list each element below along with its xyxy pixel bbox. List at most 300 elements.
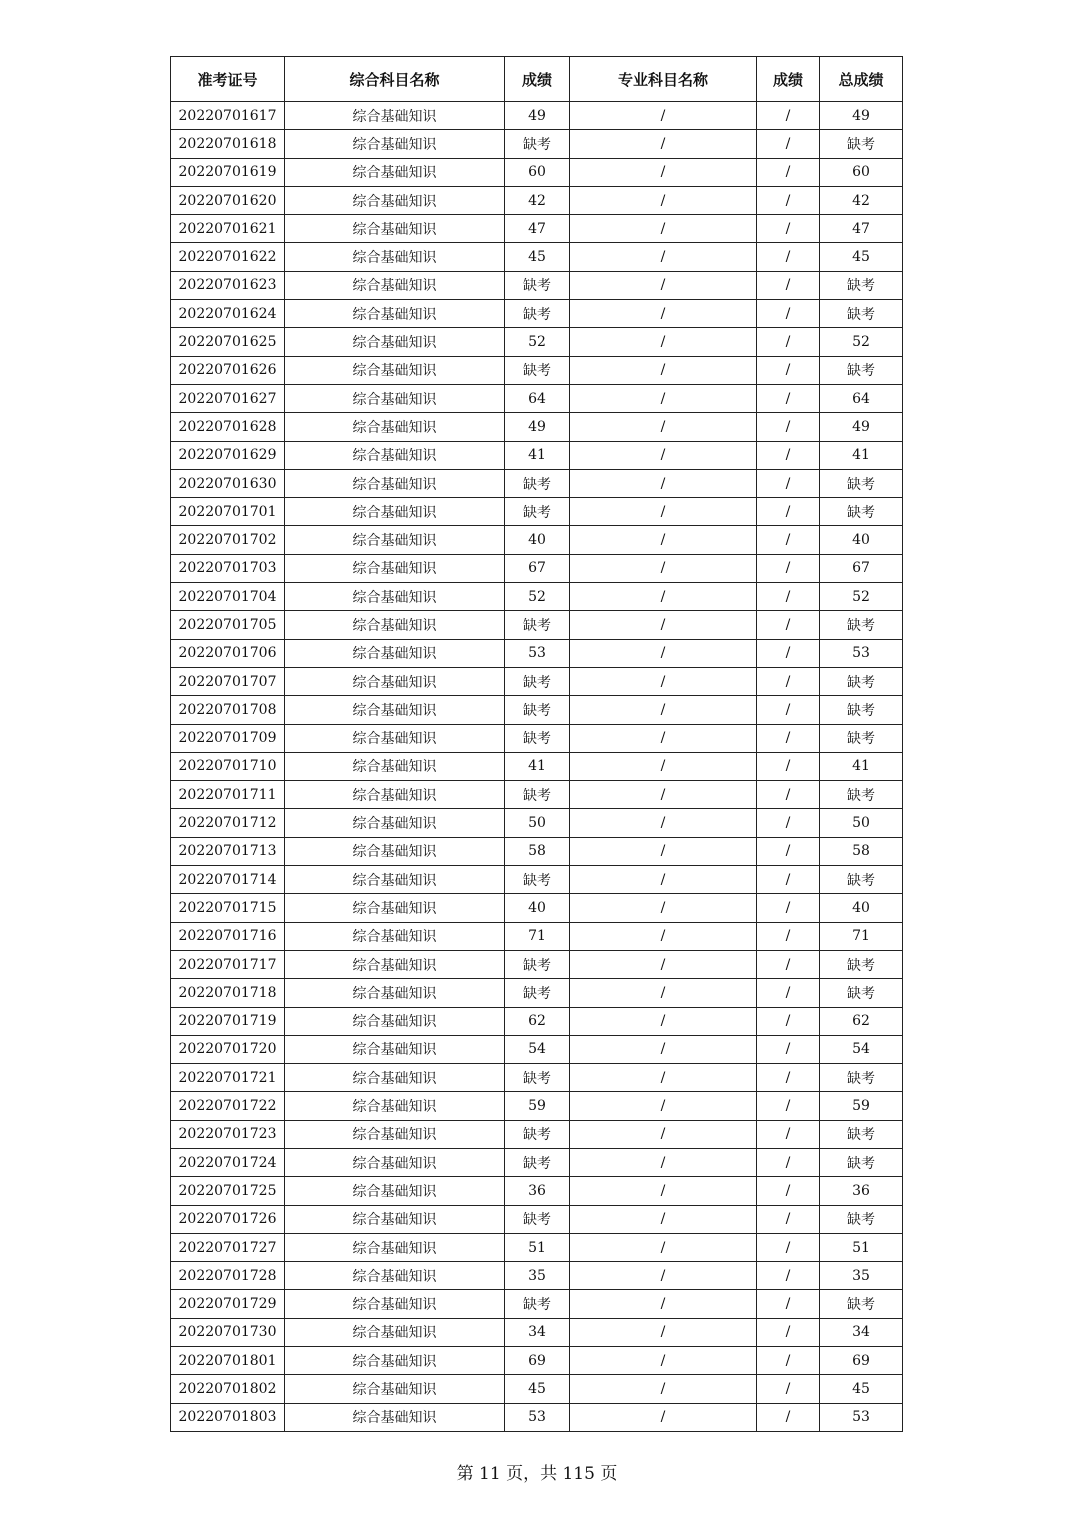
general-score-cell: 41 xyxy=(505,441,570,469)
admission-no-cell: 20220701711 xyxy=(171,781,285,809)
total-score-cell: 54 xyxy=(820,1035,903,1063)
total-score-cell: 缺考 xyxy=(820,271,903,299)
general-score-cell: 缺考 xyxy=(505,1064,570,1092)
admission-no-cell: 20220701629 xyxy=(171,441,285,469)
total-score-cell: 47 xyxy=(820,215,903,243)
total-score-cell: 41 xyxy=(820,752,903,780)
general-subject-cell: 综合基础知识 xyxy=(285,611,505,639)
major-subject-cell: / xyxy=(570,922,757,950)
major-score-cell: / xyxy=(757,979,820,1007)
total-score-cell: 42 xyxy=(820,186,903,214)
general-score-cell: 缺考 xyxy=(505,356,570,384)
major-subject-cell: / xyxy=(570,328,757,356)
general-score-cell: 58 xyxy=(505,837,570,865)
admission-no-cell: 20220701729 xyxy=(171,1290,285,1318)
total-score-cell: 缺考 xyxy=(820,696,903,724)
general-score-cell: 41 xyxy=(505,752,570,780)
table-row xyxy=(171,1318,903,1346)
admission-no-cell: 20220701621 xyxy=(171,215,285,243)
total-score-cell: 53 xyxy=(820,639,903,667)
admission-no-cell: 20220701703 xyxy=(171,554,285,582)
general-subject-cell: 综合基础知识 xyxy=(285,809,505,837)
table-header xyxy=(171,57,903,102)
general-score-cell: 45 xyxy=(505,1375,570,1403)
general-score-cell: 缺考 xyxy=(505,498,570,526)
total-score-cell: 36 xyxy=(820,1177,903,1205)
major-score-cell: / xyxy=(757,1403,820,1431)
general-score-cell: 缺考 xyxy=(505,1148,570,1176)
major-subject-cell: / xyxy=(570,752,757,780)
total-score-cell: 40 xyxy=(820,894,903,922)
total-score-cell: 59 xyxy=(820,1092,903,1120)
admission-no-cell: 20220701710 xyxy=(171,752,285,780)
admission-no-cell: 20220701622 xyxy=(171,243,285,271)
major-score-cell: / xyxy=(757,328,820,356)
general-subject-cell: 综合基础知识 xyxy=(285,1120,505,1148)
table-row xyxy=(171,1064,903,1092)
general-subject-cell: 综合基础知识 xyxy=(285,837,505,865)
major-score-cell: / xyxy=(757,667,820,695)
general-score-cell: 缺考 xyxy=(505,979,570,1007)
table-row xyxy=(171,1375,903,1403)
header-cell-major-subject: 专业科目名称 xyxy=(570,57,757,102)
major-score-cell: / xyxy=(757,498,820,526)
general-subject-cell: 综合基础知识 xyxy=(285,922,505,950)
major-subject-cell: / xyxy=(570,554,757,582)
major-subject-cell: / xyxy=(570,130,757,158)
major-score-cell: / xyxy=(757,215,820,243)
general-subject-cell: 综合基础知识 xyxy=(285,667,505,695)
general-subject-cell: 综合基础知识 xyxy=(285,1007,505,1035)
general-score-cell: 52 xyxy=(505,328,570,356)
major-score-cell: / xyxy=(757,724,820,752)
general-subject-cell: 综合基础知识 xyxy=(285,1347,505,1375)
general-subject-cell: 综合基础知识 xyxy=(285,441,505,469)
major-score-cell: / xyxy=(757,1290,820,1318)
total-score-cell: 34 xyxy=(820,1318,903,1346)
total-score-cell: 62 xyxy=(820,1007,903,1035)
general-subject-cell: 综合基础知识 xyxy=(285,781,505,809)
major-subject-cell: / xyxy=(570,300,757,328)
total-score-cell: 缺考 xyxy=(820,469,903,497)
table-row xyxy=(171,300,903,328)
table-row xyxy=(171,243,903,271)
admission-no-cell: 20220701628 xyxy=(171,413,285,441)
major-subject-cell: / xyxy=(570,611,757,639)
table-row xyxy=(171,526,903,554)
total-score-cell: 58 xyxy=(820,837,903,865)
major-score-cell: / xyxy=(757,1347,820,1375)
general-subject-cell: 综合基础知识 xyxy=(285,130,505,158)
general-score-cell: 53 xyxy=(505,639,570,667)
general-score-cell: 缺考 xyxy=(505,271,570,299)
major-score-cell: / xyxy=(757,130,820,158)
major-score-cell: / xyxy=(757,1233,820,1261)
table-row xyxy=(171,667,903,695)
major-score-cell: / xyxy=(757,611,820,639)
admission-no-cell: 20220701720 xyxy=(171,1035,285,1063)
general-score-cell: 62 xyxy=(505,1007,570,1035)
table-row xyxy=(171,639,903,667)
major-score-cell: / xyxy=(757,1064,820,1092)
major-subject-cell: / xyxy=(570,215,757,243)
admission-no-cell: 20220701702 xyxy=(171,526,285,554)
general-subject-cell: 综合基础知识 xyxy=(285,866,505,894)
table-row xyxy=(171,1205,903,1233)
major-subject-cell: / xyxy=(570,186,757,214)
admission-no-cell: 20220701801 xyxy=(171,1347,285,1375)
admission-no-cell: 20220701625 xyxy=(171,328,285,356)
general-subject-cell: 综合基础知识 xyxy=(285,215,505,243)
total-score-cell: 缺考 xyxy=(820,130,903,158)
general-subject-cell: 综合基础知识 xyxy=(285,1205,505,1233)
admission-no-cell: 20220701618 xyxy=(171,130,285,158)
major-subject-cell: / xyxy=(570,1120,757,1148)
major-subject-cell: / xyxy=(570,1290,757,1318)
header-row xyxy=(171,57,903,102)
table-row xyxy=(171,554,903,582)
table-row xyxy=(171,1403,903,1431)
page-number: 第 11 页，共 115 页 xyxy=(456,1464,618,1484)
total-score-cell: 缺考 xyxy=(820,781,903,809)
general-score-cell: 缺考 xyxy=(505,1120,570,1148)
table-row xyxy=(171,894,903,922)
table-row xyxy=(171,950,903,978)
general-score-cell: 53 xyxy=(505,1403,570,1431)
major-score-cell: / xyxy=(757,1148,820,1176)
admission-no-cell: 20220701707 xyxy=(171,667,285,695)
general-subject-cell: 综合基础知识 xyxy=(285,384,505,412)
total-score-cell: 缺考 xyxy=(820,300,903,328)
table-row xyxy=(171,498,903,526)
table-row xyxy=(171,1290,903,1318)
total-score-cell: 52 xyxy=(820,583,903,611)
total-score-cell: 60 xyxy=(820,158,903,186)
header-cell-major-score: 成绩 xyxy=(757,57,820,102)
header-cell-general-score: 成绩 xyxy=(505,57,570,102)
admission-no-cell: 20220701802 xyxy=(171,1375,285,1403)
major-subject-cell: / xyxy=(570,1233,757,1261)
general-score-cell: 40 xyxy=(505,526,570,554)
admission-no-cell: 20220701727 xyxy=(171,1233,285,1261)
admission-no-cell: 20220701723 xyxy=(171,1120,285,1148)
admission-no-cell: 20220701722 xyxy=(171,1092,285,1120)
general-subject-cell: 综合基础知识 xyxy=(285,1233,505,1261)
major-score-cell: / xyxy=(757,271,820,299)
major-subject-cell: / xyxy=(570,1347,757,1375)
general-subject-cell: 综合基础知识 xyxy=(285,696,505,724)
general-score-cell: 64 xyxy=(505,384,570,412)
major-score-cell: / xyxy=(757,102,820,130)
table-row xyxy=(171,413,903,441)
admission-no-cell: 20220701712 xyxy=(171,809,285,837)
table-row xyxy=(171,781,903,809)
major-score-cell: / xyxy=(757,866,820,894)
table-row xyxy=(171,922,903,950)
general-subject-cell: 综合基础知识 xyxy=(285,300,505,328)
major-score-cell: / xyxy=(757,1120,820,1148)
table-row xyxy=(171,611,903,639)
total-score-cell: 45 xyxy=(820,243,903,271)
admission-no-cell: 20220701705 xyxy=(171,611,285,639)
major-subject-cell: / xyxy=(570,1092,757,1120)
header-cell-total-score: 总成绩 xyxy=(820,57,903,102)
general-score-cell: 36 xyxy=(505,1177,570,1205)
table-row xyxy=(171,271,903,299)
table-row xyxy=(171,1007,903,1035)
general-subject-cell: 综合基础知识 xyxy=(285,979,505,1007)
total-score-cell: 49 xyxy=(820,413,903,441)
general-subject-cell: 综合基础知识 xyxy=(285,894,505,922)
total-score-cell: 40 xyxy=(820,526,903,554)
table-row xyxy=(171,752,903,780)
total-score-cell: 缺考 xyxy=(820,724,903,752)
general-score-cell: 缺考 xyxy=(505,724,570,752)
general-score-cell: 51 xyxy=(505,1233,570,1261)
general-score-cell: 缺考 xyxy=(505,1290,570,1318)
major-subject-cell: / xyxy=(570,356,757,384)
general-score-cell: 54 xyxy=(505,1035,570,1063)
major-subject-cell: / xyxy=(570,413,757,441)
general-score-cell: 缺考 xyxy=(505,300,570,328)
admission-no-cell: 20220701724 xyxy=(171,1148,285,1176)
general-subject-cell: 综合基础知识 xyxy=(285,328,505,356)
general-score-cell: 42 xyxy=(505,186,570,214)
general-subject-cell: 综合基础知识 xyxy=(285,102,505,130)
major-score-cell: / xyxy=(757,950,820,978)
table-row xyxy=(171,979,903,1007)
major-score-cell: / xyxy=(757,696,820,724)
admission-no-cell: 20220701706 xyxy=(171,639,285,667)
admission-no-cell: 20220701717 xyxy=(171,950,285,978)
major-score-cell: / xyxy=(757,781,820,809)
major-score-cell: / xyxy=(757,441,820,469)
general-score-cell: 缺考 xyxy=(505,469,570,497)
major-score-cell: / xyxy=(757,1375,820,1403)
major-score-cell: / xyxy=(757,1092,820,1120)
major-score-cell: / xyxy=(757,300,820,328)
general-score-cell: 缺考 xyxy=(505,611,570,639)
major-score-cell: / xyxy=(757,1035,820,1063)
admission-no-cell: 20220701728 xyxy=(171,1262,285,1290)
major-score-cell: / xyxy=(757,922,820,950)
general-subject-cell: 综合基础知识 xyxy=(285,1290,505,1318)
table-row xyxy=(171,328,903,356)
general-score-cell: 34 xyxy=(505,1318,570,1346)
general-subject-cell: 综合基础知识 xyxy=(285,271,505,299)
general-subject-cell: 综合基础知识 xyxy=(285,724,505,752)
table-row xyxy=(171,215,903,243)
major-subject-cell: / xyxy=(570,498,757,526)
major-subject-cell: / xyxy=(570,809,757,837)
table-row xyxy=(171,102,903,130)
table-row xyxy=(171,1120,903,1148)
general-score-cell: 50 xyxy=(505,809,570,837)
major-subject-cell: / xyxy=(570,1375,757,1403)
major-subject-cell: / xyxy=(570,1262,757,1290)
general-subject-cell: 综合基础知识 xyxy=(285,1318,505,1346)
major-subject-cell: / xyxy=(570,639,757,667)
general-subject-cell: 综合基础知识 xyxy=(285,1035,505,1063)
general-score-cell: 71 xyxy=(505,922,570,950)
major-score-cell: / xyxy=(757,1177,820,1205)
table-row xyxy=(171,1092,903,1120)
admission-no-cell: 20220701726 xyxy=(171,1205,285,1233)
admission-no-cell: 20220701730 xyxy=(171,1318,285,1346)
admission-no-cell: 20220701619 xyxy=(171,158,285,186)
table-row xyxy=(171,469,903,497)
general-subject-cell: 综合基础知识 xyxy=(285,1262,505,1290)
major-subject-cell: / xyxy=(570,583,757,611)
total-score-cell: 缺考 xyxy=(820,979,903,1007)
header-cell-admission-no: 准考证号 xyxy=(171,57,285,102)
admission-no-cell: 20220701620 xyxy=(171,186,285,214)
table-row xyxy=(171,696,903,724)
admission-no-cell: 20220701704 xyxy=(171,583,285,611)
total-score-cell: 64 xyxy=(820,384,903,412)
major-score-cell: / xyxy=(757,583,820,611)
general-score-cell: 60 xyxy=(505,158,570,186)
total-score-cell: 35 xyxy=(820,1262,903,1290)
general-subject-cell: 综合基础知识 xyxy=(285,950,505,978)
admission-no-cell: 20220701701 xyxy=(171,498,285,526)
major-score-cell: / xyxy=(757,186,820,214)
total-score-cell: 69 xyxy=(820,1347,903,1375)
general-subject-cell: 综合基础知识 xyxy=(285,1092,505,1120)
general-score-cell: 52 xyxy=(505,583,570,611)
general-score-cell: 缺考 xyxy=(505,1205,570,1233)
admission-no-cell: 20220701627 xyxy=(171,384,285,412)
table-row xyxy=(171,1148,903,1176)
major-subject-cell: / xyxy=(570,1318,757,1346)
major-subject-cell: / xyxy=(570,1148,757,1176)
major-subject-cell: / xyxy=(570,1064,757,1092)
general-subject-cell: 综合基础知识 xyxy=(285,639,505,667)
major-subject-cell: / xyxy=(570,1007,757,1035)
total-score-cell: 缺考 xyxy=(820,1120,903,1148)
admission-no-cell: 20220701718 xyxy=(171,979,285,1007)
table-row xyxy=(171,583,903,611)
total-score-cell: 缺考 xyxy=(820,611,903,639)
general-score-cell: 35 xyxy=(505,1262,570,1290)
general-subject-cell: 综合基础知识 xyxy=(285,1064,505,1092)
admission-no-cell: 20220701623 xyxy=(171,271,285,299)
general-score-cell: 缺考 xyxy=(505,950,570,978)
major-score-cell: / xyxy=(757,413,820,441)
major-subject-cell: / xyxy=(570,837,757,865)
major-subject-cell: / xyxy=(570,724,757,752)
general-subject-cell: 综合基础知识 xyxy=(285,583,505,611)
major-score-cell: / xyxy=(757,1205,820,1233)
major-subject-cell: / xyxy=(570,1177,757,1205)
major-score-cell: / xyxy=(757,526,820,554)
major-score-cell: / xyxy=(757,752,820,780)
table-row xyxy=(171,130,903,158)
major-score-cell: / xyxy=(757,1262,820,1290)
general-subject-cell: 综合基础知识 xyxy=(285,243,505,271)
general-subject-cell: 综合基础知识 xyxy=(285,186,505,214)
total-score-cell: 缺考 xyxy=(820,1290,903,1318)
major-score-cell: / xyxy=(757,356,820,384)
admission-no-cell: 20220701626 xyxy=(171,356,285,384)
major-subject-cell: / xyxy=(570,1403,757,1431)
table-row xyxy=(171,866,903,894)
major-score-cell: / xyxy=(757,1007,820,1035)
general-subject-cell: 综合基础知识 xyxy=(285,1177,505,1205)
general-subject-cell: 综合基础知识 xyxy=(285,526,505,554)
major-score-cell: / xyxy=(757,243,820,271)
general-score-cell: 49 xyxy=(505,102,570,130)
admission-no-cell: 20220701715 xyxy=(171,894,285,922)
admission-no-cell: 20220701617 xyxy=(171,102,285,130)
general-subject-cell: 综合基础知识 xyxy=(285,413,505,441)
total-score-cell: 53 xyxy=(820,1403,903,1431)
general-score-cell: 67 xyxy=(505,554,570,582)
general-subject-cell: 综合基础知识 xyxy=(285,554,505,582)
major-score-cell: / xyxy=(757,554,820,582)
general-subject-cell: 综合基础知识 xyxy=(285,498,505,526)
admission-no-cell: 20220701630 xyxy=(171,469,285,497)
major-subject-cell: / xyxy=(570,526,757,554)
table-row xyxy=(171,1177,903,1205)
major-subject-cell: / xyxy=(570,469,757,497)
major-subject-cell: / xyxy=(570,1035,757,1063)
general-score-cell: 40 xyxy=(505,894,570,922)
major-score-cell: / xyxy=(757,384,820,412)
total-score-cell: 缺考 xyxy=(820,667,903,695)
general-subject-cell: 综合基础知识 xyxy=(285,752,505,780)
major-subject-cell: / xyxy=(570,667,757,695)
total-score-cell: 50 xyxy=(820,809,903,837)
major-subject-cell: / xyxy=(570,271,757,299)
total-score-cell: 缺考 xyxy=(820,1064,903,1092)
general-score-cell: 缺考 xyxy=(505,667,570,695)
general-score-cell: 缺考 xyxy=(505,130,570,158)
general-subject-cell: 综合基础知识 xyxy=(285,469,505,497)
total-score-cell: 49 xyxy=(820,102,903,130)
total-score-cell: 缺考 xyxy=(820,950,903,978)
major-subject-cell: / xyxy=(570,158,757,186)
major-subject-cell: / xyxy=(570,950,757,978)
table-row xyxy=(171,356,903,384)
major-score-cell: / xyxy=(757,158,820,186)
total-score-cell: 67 xyxy=(820,554,903,582)
admission-no-cell: 20220701803 xyxy=(171,1403,285,1431)
major-score-cell: / xyxy=(757,894,820,922)
major-subject-cell: / xyxy=(570,696,757,724)
admission-no-cell: 20220701725 xyxy=(171,1177,285,1205)
major-subject-cell: / xyxy=(570,102,757,130)
total-score-cell: 52 xyxy=(820,328,903,356)
table-row xyxy=(171,158,903,186)
general-score-cell: 缺考 xyxy=(505,866,570,894)
total-score-cell: 41 xyxy=(820,441,903,469)
table-row xyxy=(171,186,903,214)
total-score-cell: 缺考 xyxy=(820,1205,903,1233)
major-score-cell: / xyxy=(757,1318,820,1346)
major-subject-cell: / xyxy=(570,441,757,469)
header-cell-general-subject: 综合科目名称 xyxy=(285,57,505,102)
table-row xyxy=(171,837,903,865)
general-subject-cell: 综合基础知识 xyxy=(285,1148,505,1176)
table-row xyxy=(171,809,903,837)
general-score-cell: 缺考 xyxy=(505,696,570,724)
major-score-cell: / xyxy=(757,809,820,837)
admission-no-cell: 20220701719 xyxy=(171,1007,285,1035)
general-subject-cell: 综合基础知识 xyxy=(285,158,505,186)
table-row xyxy=(171,1035,903,1063)
admission-no-cell: 20220701721 xyxy=(171,1064,285,1092)
